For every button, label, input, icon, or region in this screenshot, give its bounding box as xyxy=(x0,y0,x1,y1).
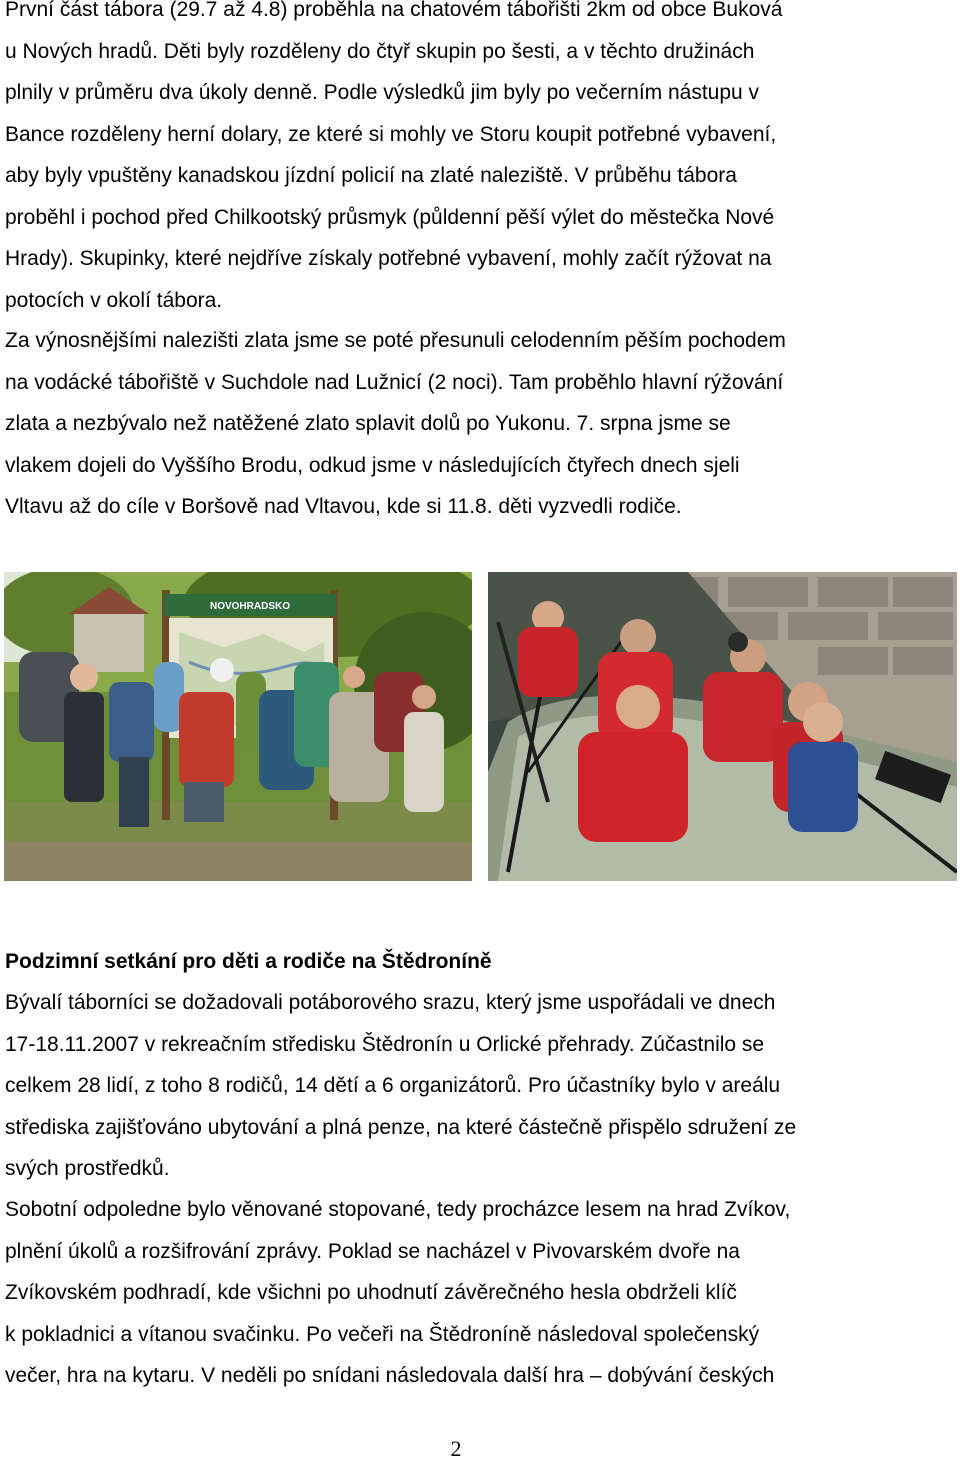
sign-title: NOVOHRADSKO xyxy=(209,601,291,612)
text-line: na vodácké tábořiště v Suchdole nad Lužnicí (2 noci). Tam proběhlo hlavní rýžování xyxy=(5,370,784,394)
text-line: Bance rozděleny herní dolary, ze které si mohly ve Storu koupit potřebné vybavení, xyxy=(5,122,777,146)
text-line: u Nových hradů. Děti byly rozděleny do čtyř skupin po šesti, a v těchto družinách xyxy=(5,39,755,63)
text-line: celkem 28 lidí, z toho 8 rodičů, 14 dětí a 6 organizátorů. Pro účastníky bylo v areálu xyxy=(5,1074,781,1097)
text-line: První část tábora (29.7 až 4.8) proběhla na chatovém tábořišti 2km od obce Buková xyxy=(5,0,783,21)
text-line: aby byly vpuštěny kanadskou jízdní policií na zlaté naleziště. V průběhu tábora xyxy=(5,164,737,187)
text-line: 17-18.11.2007 v rekreačním středisku Štědronín u Orlické přehrady. Zúčastnilo se xyxy=(5,1032,765,1056)
text-line: večer, hra na kytaru. V neděli po snídani následovala další hra – dobývání českých xyxy=(5,1364,775,1387)
text-line: střediska zajišťováno ubytování a plná penze, na které částečně přispělo sdružení ze xyxy=(5,1115,797,1139)
photo-rafting-kids xyxy=(488,572,957,881)
text-line: k pokladnici a vítanou svačinku. Po večeři na Štědroníně následoval společenský xyxy=(5,1322,760,1346)
paragraph-autumn-meeting-intro xyxy=(5,982,935,1190)
text-line: Vltavu až do cíle v Boršově nad Vltavou, kde si 11.8. děti vyzvedli rodiče. xyxy=(5,495,682,518)
text-line: zlata a nezbývalo než natěžené zlato splavit dolů po Yukonu. 7. srpna jsme se xyxy=(5,412,731,435)
text-line: plnění úkolů a rozšifrování zprávy. Poklad se nacházel v Pivovarském dvoře na xyxy=(5,1239,740,1263)
photo-raft-illustration xyxy=(488,572,957,881)
text-line: svých prostředků. xyxy=(5,1157,170,1180)
section-heading-autumn-meeting: Podzimní setkání pro děti a rodiče na Štědroníně xyxy=(5,950,492,973)
text-line: vlakem dojeli do Vyššího Brodu, odkud jsme v následujících čtyřech dnech sjeli xyxy=(5,453,740,477)
text-line: plnily v průměru dva úkoly denně. Podle výsledků jim byly po večerním nástupu v xyxy=(5,81,760,104)
photo-hikers-illustration xyxy=(4,572,472,881)
text-line: Sobotní odpoledne bylo věnované stopované, tedy procházce lesem na hrad Zvíkov, xyxy=(5,1198,791,1221)
text-line: proběhl i pochod před Chilkootský průsmyk (půldenní pěší výlet do městečka Nové xyxy=(5,205,775,229)
text-line: Zvíkovském podhradí, kde všichni po uhodnutí závěrečného hesla obdrželi klíč xyxy=(5,1281,737,1304)
text-line: potocích v okolí tábora. xyxy=(5,288,223,312)
text-line: Bývalí táborníci se dožadovali potáborového srazu, který jsme uspořádali ve dnech xyxy=(5,991,776,1014)
paragraph-saturday-program xyxy=(5,1189,935,1397)
page-number: 2 xyxy=(450,1436,462,1461)
photo-hikers-at-map-sign xyxy=(4,572,472,881)
paragraph-camp-second-part xyxy=(5,320,935,528)
text-line: Za výnosnějšími nalezišti zlata jsme se poté přesunuli celodenním pěším pochodem xyxy=(5,329,786,352)
paragraph-camp-first-part xyxy=(5,0,935,321)
text-line: Hrady). Skupinky, které nejdříve získaly potřebné vybavení, mohly začít rýžovat na xyxy=(5,247,772,270)
